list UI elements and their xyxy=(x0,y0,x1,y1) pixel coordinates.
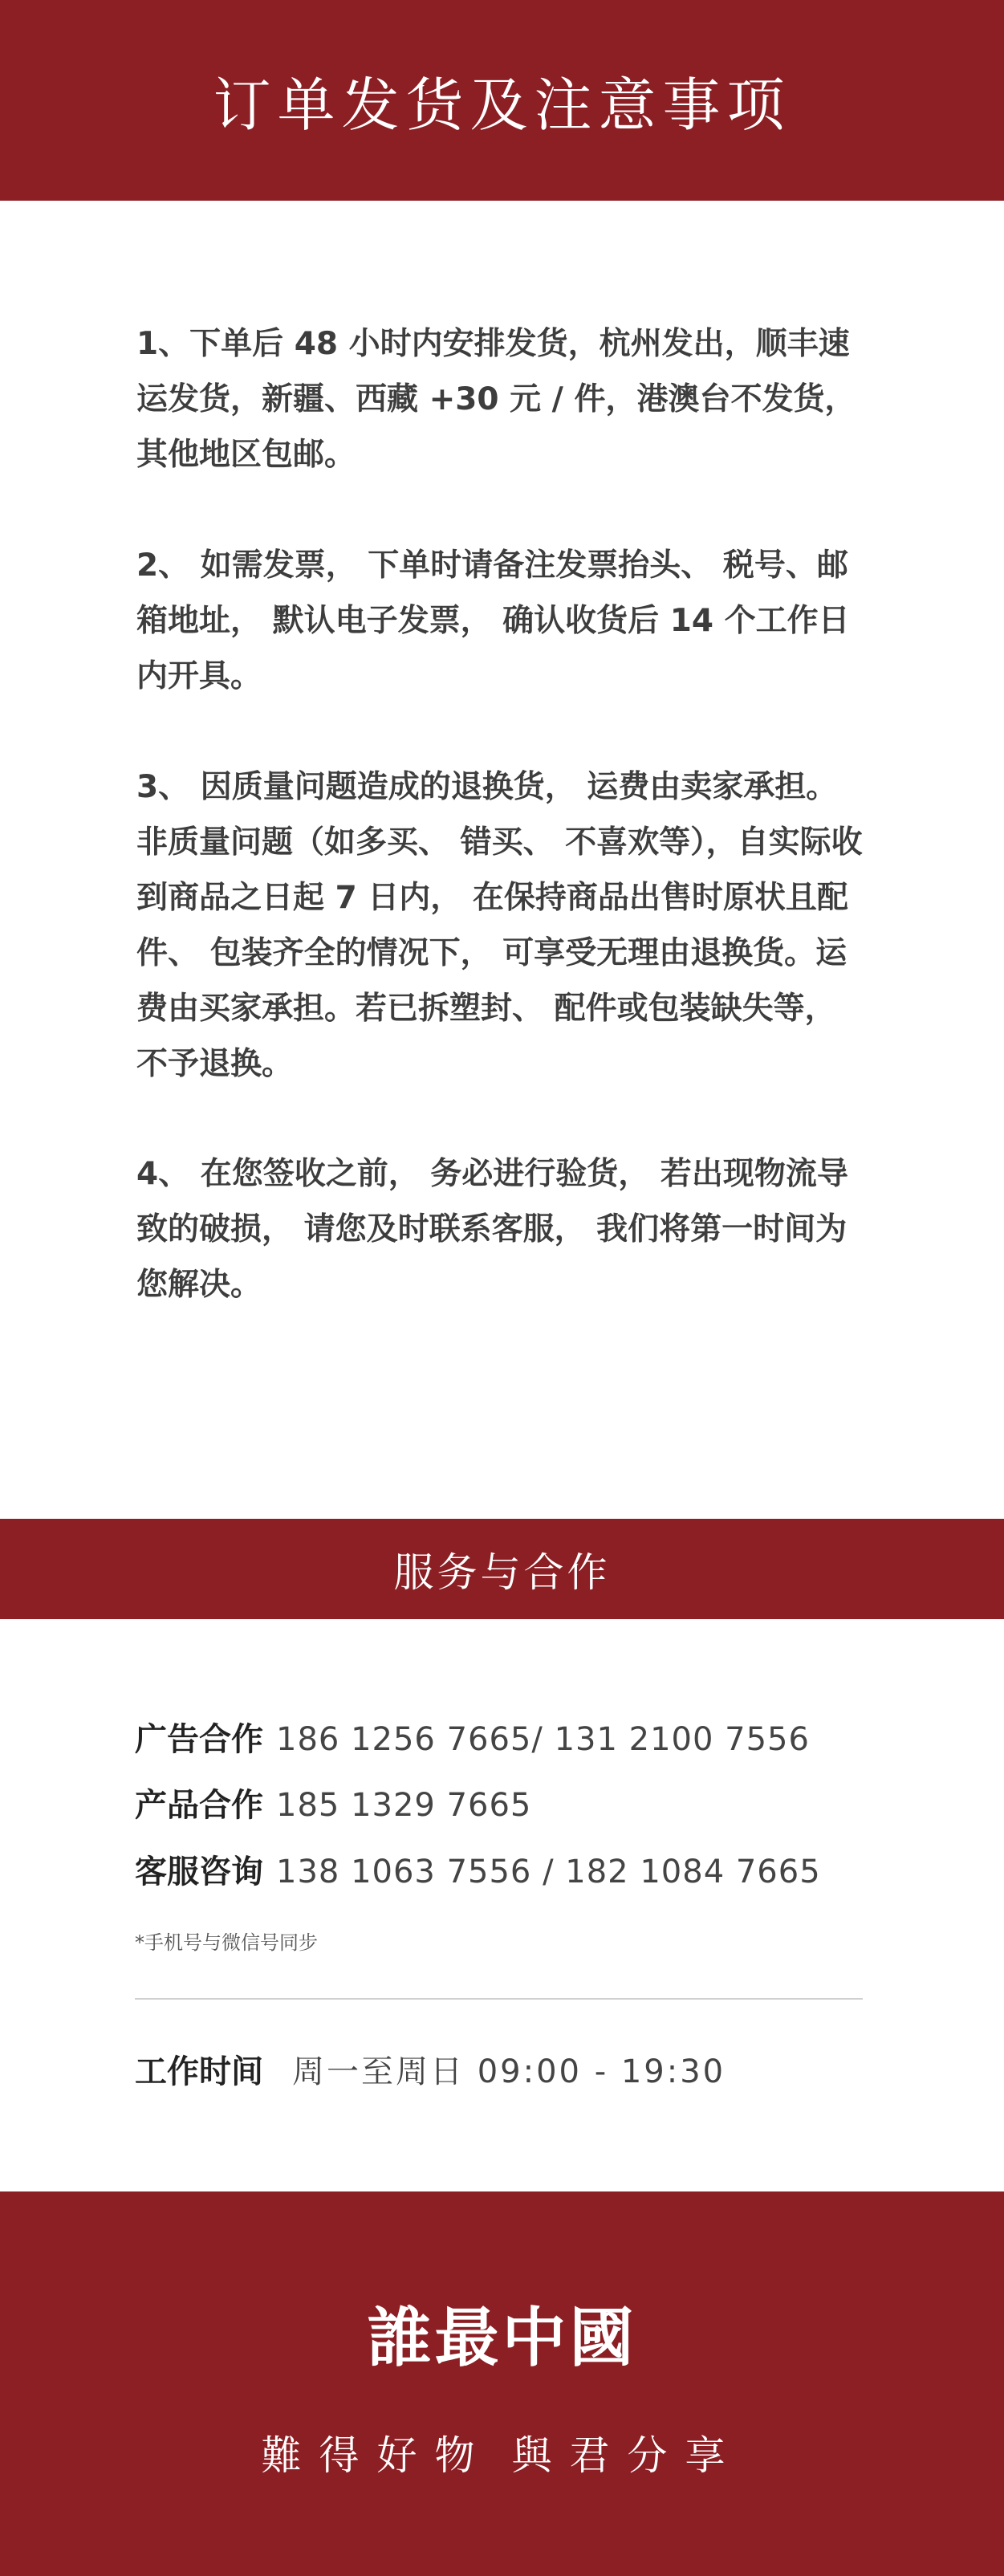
support-phone[interactable]: 138 1063 7556 / 182 1084 7665 xyxy=(276,1854,821,1890)
service-title: 服务与合作 xyxy=(393,1548,611,1596)
brand-footer xyxy=(0,2191,1004,2576)
notice-invoice: 2、 如需发票， 下单时请备注发票抬头、 税号、邮箱地址， 默认电子发票， 确认收货后 14 个工作日内开具。 xyxy=(136,547,850,694)
wechat-footnote: *手机号与微信号同步 xyxy=(135,1931,318,1954)
notice-shipping: 1、下单后 48 小时内安排发货，杭州发出，顺丰速运发货，新疆、西藏 +30 元 / 件，港澳台不发货，其他地区包邮。 xyxy=(136,326,856,473)
product-phone[interactable]: 185 1329 7665 xyxy=(276,1787,532,1824)
hours-label: 工作时间 xyxy=(135,2053,263,2090)
notice-section xyxy=(0,201,1004,1519)
product-label: 产品合作 xyxy=(135,1787,263,1824)
hours-value: 周一至周日 09:00 - 19:30 xyxy=(292,2053,726,2090)
slogan-part2: 與君分享 xyxy=(511,2432,743,2479)
brand-slogan xyxy=(262,2423,743,2481)
contact-row-support xyxy=(135,1846,821,1892)
slogan-part1: 難得好物 xyxy=(261,2432,493,2479)
service-header xyxy=(0,1519,1004,1619)
notice-inspection: 4、 在您签收之前， 务必进行验货， 若出现物流导致的破损， 请您及时联系客服， 我们将第一时间为您解决。 xyxy=(136,1156,848,1303)
contact-row-ad xyxy=(135,1714,810,1760)
contact-section xyxy=(0,1619,1004,2191)
brand-logo: 誰最中國 xyxy=(367,2300,637,2375)
ad-label: 广告合作 xyxy=(135,1721,263,1758)
hours-row xyxy=(135,2046,726,2092)
support-label: 客服咨询 xyxy=(135,1854,263,1890)
page-title: 订单发货及注意事项 xyxy=(213,71,791,139)
notice-returns: 3、 因质量问题造成的退换货， 运费由卖家承担。非质量问题（如多买、 错买、 不喜欢等），自实际收到商品之日起 7 日内， 在保持商品出售时原状且配件、 包装齐全的情况下， 可享受无理由退换货。运费由买家承担。若已拆塑封、 配件或包装缺失等，不予退换。 xyxy=(136,769,863,1082)
contact-row-product xyxy=(135,1780,531,1825)
divider xyxy=(135,1998,863,2000)
ad-phone[interactable]: 186 1256 7665/ 131 2100 7556 xyxy=(276,1721,810,1758)
page-header xyxy=(0,0,1004,201)
